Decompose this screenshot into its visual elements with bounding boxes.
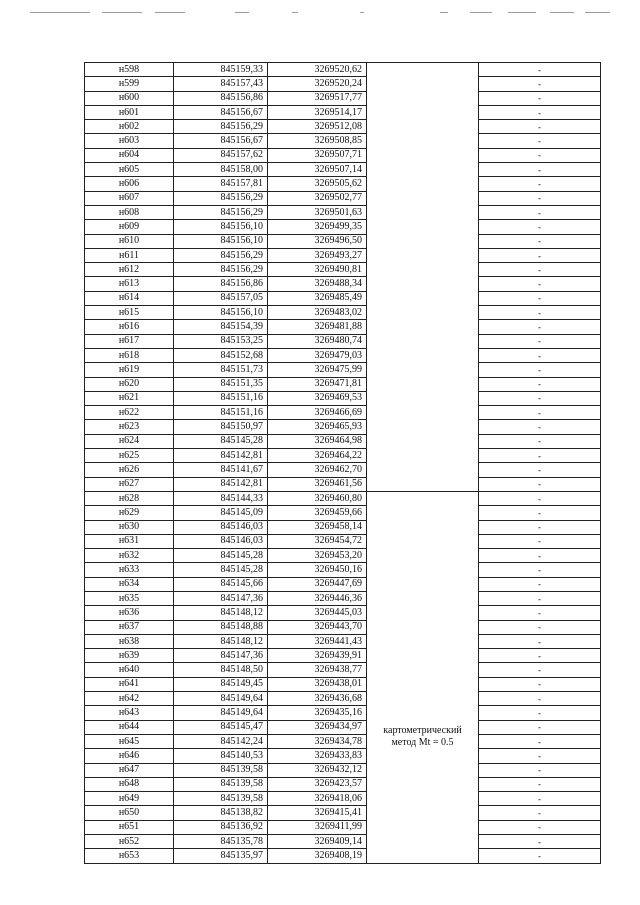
x-coordinate-cell: 845156,29 xyxy=(174,248,268,262)
table-row xyxy=(85,477,601,491)
y-coordinate-cell: 3269517,77 xyxy=(268,91,367,105)
x-coordinate-cell: 845138,82 xyxy=(174,806,268,820)
x-coordinate-cell: 845151,73 xyxy=(174,363,268,377)
y-coordinate-cell: 3269514,17 xyxy=(268,105,367,119)
point-id-cell: н638 xyxy=(85,634,174,648)
x-coordinate-cell: 845157,43 xyxy=(174,77,268,91)
x-coordinate-cell: 845156,67 xyxy=(174,134,268,148)
y-coordinate-cell: 3269434,78 xyxy=(268,734,367,748)
y-coordinate-cell: 3269454,72 xyxy=(268,534,367,548)
y-coordinate-cell: 3269445,03 xyxy=(268,606,367,620)
table-row xyxy=(85,506,601,520)
table-row xyxy=(85,248,601,262)
point-id-cell: н643 xyxy=(85,706,174,720)
y-coordinate-cell: 3269438,01 xyxy=(268,677,367,691)
table-row xyxy=(85,105,601,119)
point-id-cell: н639 xyxy=(85,649,174,663)
dash-cell: - xyxy=(479,634,601,648)
dash-cell: - xyxy=(479,591,601,605)
table-row xyxy=(85,291,601,305)
x-coordinate-cell: 845151,16 xyxy=(174,406,268,420)
dash-cell: - xyxy=(479,320,601,334)
x-coordinate-cell: 845154,39 xyxy=(174,320,268,334)
point-id-cell: н650 xyxy=(85,806,174,820)
dash-cell: - xyxy=(479,63,601,77)
y-coordinate-cell: 3269493,27 xyxy=(268,248,367,262)
table-row xyxy=(85,306,601,320)
y-coordinate-cell: 3269483,02 xyxy=(268,306,367,320)
dash-cell: - xyxy=(479,749,601,763)
point-id-cell: н614 xyxy=(85,291,174,305)
table-row xyxy=(85,163,601,177)
table-row xyxy=(85,777,601,791)
x-coordinate-cell: 845156,29 xyxy=(174,191,268,205)
y-coordinate-cell: 3269499,35 xyxy=(268,220,367,234)
dash-cell: - xyxy=(479,849,601,863)
dash-cell: - xyxy=(479,163,601,177)
y-coordinate-cell: 3269469,53 xyxy=(268,391,367,405)
y-coordinate-cell: 3269411,99 xyxy=(268,820,367,834)
table-row xyxy=(85,63,601,77)
x-coordinate-cell: 845157,05 xyxy=(174,291,268,305)
y-coordinate-cell: 3269450,16 xyxy=(268,563,367,577)
dash-cell: - xyxy=(479,520,601,534)
point-id-cell: н600 xyxy=(85,91,174,105)
table-row xyxy=(85,449,601,463)
method-cell xyxy=(367,491,479,863)
y-coordinate-cell: 3269466,69 xyxy=(268,406,367,420)
table-row xyxy=(85,463,601,477)
dash-cell: - xyxy=(479,91,601,105)
table-row xyxy=(85,706,601,720)
y-coordinate-cell: 3269490,81 xyxy=(268,263,367,277)
x-coordinate-cell: 845148,50 xyxy=(174,663,268,677)
table-row xyxy=(85,734,601,748)
dash-cell: - xyxy=(479,420,601,434)
point-id-cell: н649 xyxy=(85,792,174,806)
point-id-cell: н647 xyxy=(85,763,174,777)
dash-cell: - xyxy=(479,348,601,362)
x-coordinate-cell: 845158,00 xyxy=(174,163,268,177)
dash-cell: - xyxy=(479,134,601,148)
dash-cell: - xyxy=(479,291,601,305)
table-row xyxy=(85,77,601,91)
y-coordinate-cell: 3269418,06 xyxy=(268,792,367,806)
point-id-cell: н630 xyxy=(85,520,174,534)
dash-cell: - xyxy=(479,534,601,548)
dash-cell: - xyxy=(479,792,601,806)
point-id-cell: н619 xyxy=(85,363,174,377)
x-coordinate-cell: 845151,16 xyxy=(174,391,268,405)
table-row xyxy=(85,677,601,691)
dash-cell: - xyxy=(479,563,601,577)
point-id-cell: н648 xyxy=(85,777,174,791)
x-coordinate-cell: 845147,36 xyxy=(174,591,268,605)
point-id-cell: н616 xyxy=(85,320,174,334)
table-row xyxy=(85,749,601,763)
point-id-cell: н599 xyxy=(85,77,174,91)
y-coordinate-cell: 3269485,49 xyxy=(268,291,367,305)
dash-cell: - xyxy=(479,77,601,91)
table-row xyxy=(85,120,601,134)
method-label-line-2: метод Mt = 0.5 xyxy=(391,737,454,749)
table-row xyxy=(85,549,601,563)
y-coordinate-cell: 3269481,88 xyxy=(268,320,367,334)
dash-cell: - xyxy=(479,391,601,405)
dash-cell: - xyxy=(479,777,601,791)
x-coordinate-cell: 845139,58 xyxy=(174,763,268,777)
table-row xyxy=(85,320,601,334)
y-coordinate-cell: 3269508,85 xyxy=(268,134,367,148)
scan-header-artifacts xyxy=(30,8,610,16)
y-coordinate-cell: 3269447,69 xyxy=(268,577,367,591)
point-id-cell: н644 xyxy=(85,720,174,734)
point-id-cell: н635 xyxy=(85,591,174,605)
y-coordinate-cell: 3269475,99 xyxy=(268,363,367,377)
x-coordinate-cell: 845156,29 xyxy=(174,120,268,134)
dash-cell: - xyxy=(479,606,601,620)
dash-cell: - xyxy=(479,220,601,234)
point-id-cell: н621 xyxy=(85,391,174,405)
dash-cell: - xyxy=(479,277,601,291)
y-coordinate-cell: 3269434,97 xyxy=(268,720,367,734)
dash-cell: - xyxy=(479,363,601,377)
point-id-cell: н607 xyxy=(85,191,174,205)
dash-cell: - xyxy=(479,177,601,191)
dash-cell: - xyxy=(479,434,601,448)
table-row xyxy=(85,491,601,505)
table-row xyxy=(85,277,601,291)
y-coordinate-cell: 3269507,14 xyxy=(268,163,367,177)
y-coordinate-cell: 3269408,19 xyxy=(268,849,367,863)
x-coordinate-cell: 845142,81 xyxy=(174,477,268,491)
y-coordinate-cell: 3269505,62 xyxy=(268,177,367,191)
coordinates-table xyxy=(84,62,601,864)
point-id-cell: н615 xyxy=(85,306,174,320)
table-row xyxy=(85,406,601,420)
dash-cell: - xyxy=(479,506,601,520)
table-row xyxy=(85,520,601,534)
x-coordinate-cell: 845136,92 xyxy=(174,820,268,834)
y-coordinate-cell: 3269409,14 xyxy=(268,835,367,849)
point-id-cell: н627 xyxy=(85,477,174,491)
table-row xyxy=(85,420,601,434)
dash-cell: - xyxy=(479,148,601,162)
x-coordinate-cell: 845153,25 xyxy=(174,334,268,348)
point-id-cell: н628 xyxy=(85,491,174,505)
table-row xyxy=(85,692,601,706)
point-id-cell: н633 xyxy=(85,563,174,577)
dash-cell: - xyxy=(479,205,601,219)
table-row xyxy=(85,720,601,734)
y-coordinate-cell: 3269423,57 xyxy=(268,777,367,791)
y-coordinate-cell: 3269443,70 xyxy=(268,620,367,634)
point-id-cell: н651 xyxy=(85,820,174,834)
table-row xyxy=(85,434,601,448)
y-coordinate-cell: 3269459,66 xyxy=(268,506,367,520)
dash-cell: - xyxy=(479,763,601,777)
y-coordinate-cell: 3269415,41 xyxy=(268,806,367,820)
table-row xyxy=(85,134,601,148)
point-id-cell: н598 xyxy=(85,63,174,77)
point-id-cell: н653 xyxy=(85,849,174,863)
y-coordinate-cell: 3269436,68 xyxy=(268,692,367,706)
x-coordinate-cell: 845141,67 xyxy=(174,463,268,477)
x-coordinate-cell: 845145,66 xyxy=(174,577,268,591)
table-row xyxy=(85,234,601,248)
x-coordinate-cell: 845142,24 xyxy=(174,734,268,748)
dash-cell: - xyxy=(479,248,601,262)
dash-cell: - xyxy=(479,692,601,706)
dash-cell: - xyxy=(479,577,601,591)
y-coordinate-cell: 3269520,62 xyxy=(268,63,367,77)
dash-cell: - xyxy=(479,549,601,563)
x-coordinate-cell: 845140,53 xyxy=(174,749,268,763)
y-coordinate-cell: 3269464,22 xyxy=(268,449,367,463)
y-coordinate-cell: 3269438,77 xyxy=(268,663,367,677)
y-coordinate-cell: 3269512,08 xyxy=(268,120,367,134)
point-id-cell: н631 xyxy=(85,534,174,548)
point-id-cell: н652 xyxy=(85,835,174,849)
dash-cell: - xyxy=(479,491,601,505)
dash-cell: - xyxy=(479,263,601,277)
point-id-cell: н612 xyxy=(85,263,174,277)
dash-cell: - xyxy=(479,234,601,248)
dash-cell: - xyxy=(479,620,601,634)
dash-cell: - xyxy=(479,334,601,348)
table-row xyxy=(85,649,601,663)
point-id-cell: н636 xyxy=(85,606,174,620)
x-coordinate-cell: 845159,33 xyxy=(174,63,268,77)
table-row xyxy=(85,205,601,219)
x-coordinate-cell: 845156,29 xyxy=(174,205,268,219)
dash-cell: - xyxy=(479,734,601,748)
dash-cell: - xyxy=(479,463,601,477)
point-id-cell: н642 xyxy=(85,692,174,706)
y-coordinate-cell: 3269453,20 xyxy=(268,549,367,563)
point-id-cell: н604 xyxy=(85,148,174,162)
y-coordinate-cell: 3269461,56 xyxy=(268,477,367,491)
point-id-cell: н646 xyxy=(85,749,174,763)
dash-cell: - xyxy=(479,477,601,491)
y-coordinate-cell: 3269488,34 xyxy=(268,277,367,291)
x-coordinate-cell: 845145,28 xyxy=(174,563,268,577)
point-id-cell: н617 xyxy=(85,334,174,348)
point-id-cell: н640 xyxy=(85,663,174,677)
x-coordinate-cell: 845147,36 xyxy=(174,649,268,663)
x-coordinate-cell: 845135,97 xyxy=(174,849,268,863)
table-row xyxy=(85,663,601,677)
table-row xyxy=(85,591,601,605)
x-coordinate-cell: 845149,45 xyxy=(174,677,268,691)
point-id-cell: н623 xyxy=(85,420,174,434)
x-coordinate-cell: 845145,28 xyxy=(174,434,268,448)
y-coordinate-cell: 3269501,63 xyxy=(268,205,367,219)
table-row xyxy=(85,363,601,377)
table-row xyxy=(85,391,601,405)
x-coordinate-cell: 845156,10 xyxy=(174,220,268,234)
y-coordinate-cell: 3269479,03 xyxy=(268,348,367,362)
x-coordinate-cell: 845157,62 xyxy=(174,148,268,162)
x-coordinate-cell: 845156,10 xyxy=(174,306,268,320)
y-coordinate-cell: 3269502,77 xyxy=(268,191,367,205)
dash-cell: - xyxy=(479,105,601,119)
dash-cell: - xyxy=(479,663,601,677)
y-coordinate-cell: 3269460,80 xyxy=(268,491,367,505)
x-coordinate-cell: 845148,12 xyxy=(174,634,268,648)
point-id-cell: н602 xyxy=(85,120,174,134)
y-coordinate-cell: 3269432,12 xyxy=(268,763,367,777)
point-id-cell: н609 xyxy=(85,220,174,234)
y-coordinate-cell: 3269458,14 xyxy=(268,520,367,534)
point-id-cell: н610 xyxy=(85,234,174,248)
table-row xyxy=(85,620,601,634)
dash-cell: - xyxy=(479,835,601,849)
dash-cell: - xyxy=(479,120,601,134)
point-id-cell: н641 xyxy=(85,677,174,691)
table-row xyxy=(85,820,601,834)
table-row xyxy=(85,91,601,105)
x-coordinate-cell: 845146,03 xyxy=(174,534,268,548)
point-id-cell: н608 xyxy=(85,205,174,219)
x-coordinate-cell: 845152,68 xyxy=(174,348,268,362)
point-id-cell: н601 xyxy=(85,105,174,119)
dash-cell: - xyxy=(479,649,601,663)
y-coordinate-cell: 3269507,71 xyxy=(268,148,367,162)
x-coordinate-cell: 845151,35 xyxy=(174,377,268,391)
table-row xyxy=(85,763,601,777)
dash-cell: - xyxy=(479,306,601,320)
x-coordinate-cell: 845157,81 xyxy=(174,177,268,191)
x-coordinate-cell: 845156,67 xyxy=(174,105,268,119)
point-id-cell: н605 xyxy=(85,163,174,177)
table-row xyxy=(85,835,601,849)
x-coordinate-cell: 845139,58 xyxy=(174,777,268,791)
table-row xyxy=(85,634,601,648)
x-coordinate-cell: 845139,58 xyxy=(174,792,268,806)
method-label-line-1: картометрический xyxy=(383,725,462,737)
y-coordinate-cell: 3269462,70 xyxy=(268,463,367,477)
x-coordinate-cell: 845145,47 xyxy=(174,720,268,734)
point-id-cell: н611 xyxy=(85,248,174,262)
y-coordinate-cell: 3269439,91 xyxy=(268,649,367,663)
point-id-cell: н618 xyxy=(85,348,174,362)
y-coordinate-cell: 3269441,43 xyxy=(268,634,367,648)
point-id-cell: н613 xyxy=(85,277,174,291)
dash-cell: - xyxy=(479,706,601,720)
y-coordinate-cell: 3269480,74 xyxy=(268,334,367,348)
dash-cell: - xyxy=(479,720,601,734)
x-coordinate-cell: 845156,86 xyxy=(174,91,268,105)
x-coordinate-cell: 845148,12 xyxy=(174,606,268,620)
point-id-cell: н606 xyxy=(85,177,174,191)
table-row xyxy=(85,792,601,806)
table-row xyxy=(85,177,601,191)
x-coordinate-cell: 845135,78 xyxy=(174,835,268,849)
table-row xyxy=(85,220,601,234)
table-row xyxy=(85,806,601,820)
y-coordinate-cell: 3269446,36 xyxy=(268,591,367,605)
table-row xyxy=(85,263,601,277)
method-cell-empty xyxy=(367,63,479,492)
y-coordinate-cell: 3269433,83 xyxy=(268,749,367,763)
y-coordinate-cell: 3269471,81 xyxy=(268,377,367,391)
point-id-cell: н603 xyxy=(85,134,174,148)
point-id-cell: н622 xyxy=(85,406,174,420)
point-id-cell: н626 xyxy=(85,463,174,477)
x-coordinate-cell: 845149,64 xyxy=(174,706,268,720)
x-coordinate-cell: 845144,33 xyxy=(174,491,268,505)
x-coordinate-cell: 845149,64 xyxy=(174,692,268,706)
x-coordinate-cell: 845156,86 xyxy=(174,277,268,291)
dash-cell: - xyxy=(479,377,601,391)
table-row xyxy=(85,334,601,348)
point-id-cell: н637 xyxy=(85,620,174,634)
y-coordinate-cell: 3269496,50 xyxy=(268,234,367,248)
dash-cell: - xyxy=(479,806,601,820)
point-id-cell: н632 xyxy=(85,549,174,563)
x-coordinate-cell: 845145,28 xyxy=(174,549,268,563)
table-row xyxy=(85,534,601,548)
table-row xyxy=(85,377,601,391)
table-row xyxy=(85,148,601,162)
x-coordinate-cell: 845150,97 xyxy=(174,420,268,434)
table-row xyxy=(85,191,601,205)
dash-cell: - xyxy=(479,449,601,463)
point-id-cell: н620 xyxy=(85,377,174,391)
table-row xyxy=(85,606,601,620)
point-id-cell: н634 xyxy=(85,577,174,591)
x-coordinate-cell: 845148,88 xyxy=(174,620,268,634)
point-id-cell: н629 xyxy=(85,506,174,520)
x-coordinate-cell: 845156,29 xyxy=(174,263,268,277)
y-coordinate-cell: 3269435,16 xyxy=(268,706,367,720)
x-coordinate-cell: 845142,81 xyxy=(174,449,268,463)
y-coordinate-cell: 3269520,24 xyxy=(268,77,367,91)
x-coordinate-cell: 845145,09 xyxy=(174,506,268,520)
table-row xyxy=(85,563,601,577)
coordinates-table-body xyxy=(85,63,601,864)
table-row xyxy=(85,577,601,591)
x-coordinate-cell: 845146,03 xyxy=(174,520,268,534)
dash-cell: - xyxy=(479,820,601,834)
x-coordinate-cell: 845156,10 xyxy=(174,234,268,248)
y-coordinate-cell: 3269464,98 xyxy=(268,434,367,448)
dash-cell: - xyxy=(479,406,601,420)
table-row xyxy=(85,348,601,362)
dash-cell: - xyxy=(479,191,601,205)
point-id-cell: н624 xyxy=(85,434,174,448)
point-id-cell: н625 xyxy=(85,449,174,463)
point-id-cell: н645 xyxy=(85,734,174,748)
table-row xyxy=(85,849,601,863)
y-coordinate-cell: 3269465,93 xyxy=(268,420,367,434)
dash-cell: - xyxy=(479,677,601,691)
